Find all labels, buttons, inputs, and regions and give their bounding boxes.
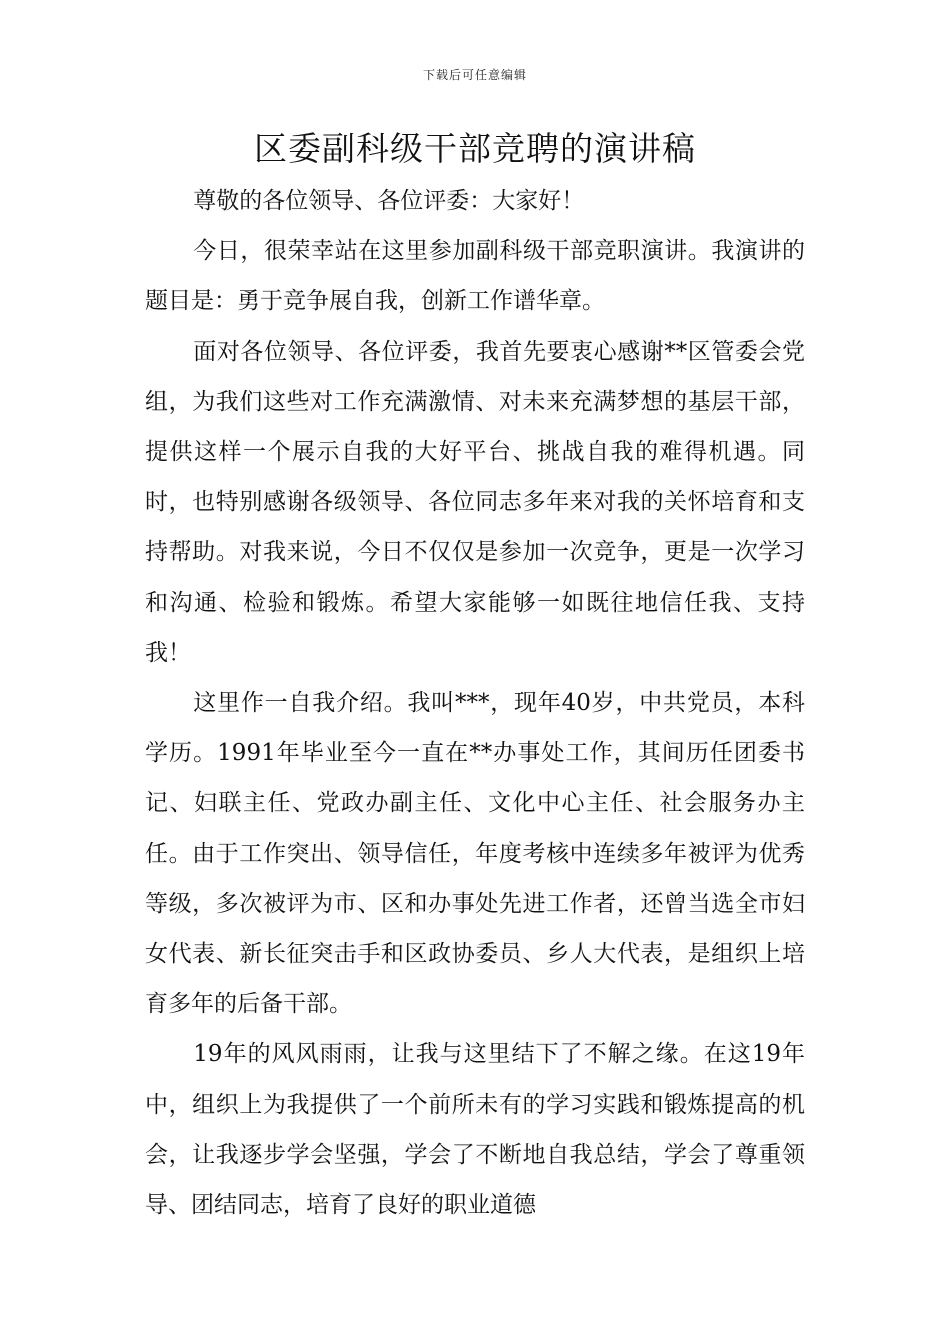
document-body <box>145 176 805 1230</box>
body-paragraph-2: 面对各位领导、各位评委，我首先要衷心感谢**区管委会党组，为我们这些对工作充满激情、对未来充满梦想的基层干部，提供这样一个展示自我的大好平台、挑战自我的难得机遇。同时，也特别感谢各级领导、各位同志多年来对我的关怀培育和支持帮助。对我来说，今日不仅仅是参加一次竞争，更是一次学习和沟通、检验和锻炼。希望大家能够一如既往地信任我、支持我！ <box>145 338 805 666</box>
greeting-paragraph: 尊敬的各位领导、各位评委：大家好！ <box>193 188 585 214</box>
document-title: 区委副科级干部竞聘的演讲稿 <box>254 129 696 168</box>
body-paragraph-1: 今日，很荣幸站在这里参加副科级干部竞职演讲。我演讲的题目是：勇于竞争展自我，创新工作谱华章。 <box>145 238 805 315</box>
page-header-note: 下载后可任意编辑 <box>422 68 527 82</box>
body-paragraph-4: 19年的风风雨雨，让我与这里结下了不解之缘。在这19年中，组织上为我提供了一个前所未有的学习实践和锻炼提高的机会，让我逐步学会坚强，学会了不断地自我总结，学会了尊重领导、团结同志，培育了良好的职业道德 <box>145 1041 805 1219</box>
body-paragraph-3: 这里作一自我介绍。我叫***，现年40岁，中共党员，本科学历。1991年毕业至今一直在**办事处工作，其间历任团委书记、妇联主任、党政办副主任、文化中心主任、社会服务办主任。由于工作突出、领导信任，年度考核中连续多年被评为优秀等级，多次被评为市、区和办事处先进工作者，还曾当选全市妇女代表、新长征突击手和区政协委员、乡人大代表，是组织上培育多年的后备干部。 <box>145 690 805 1018</box>
